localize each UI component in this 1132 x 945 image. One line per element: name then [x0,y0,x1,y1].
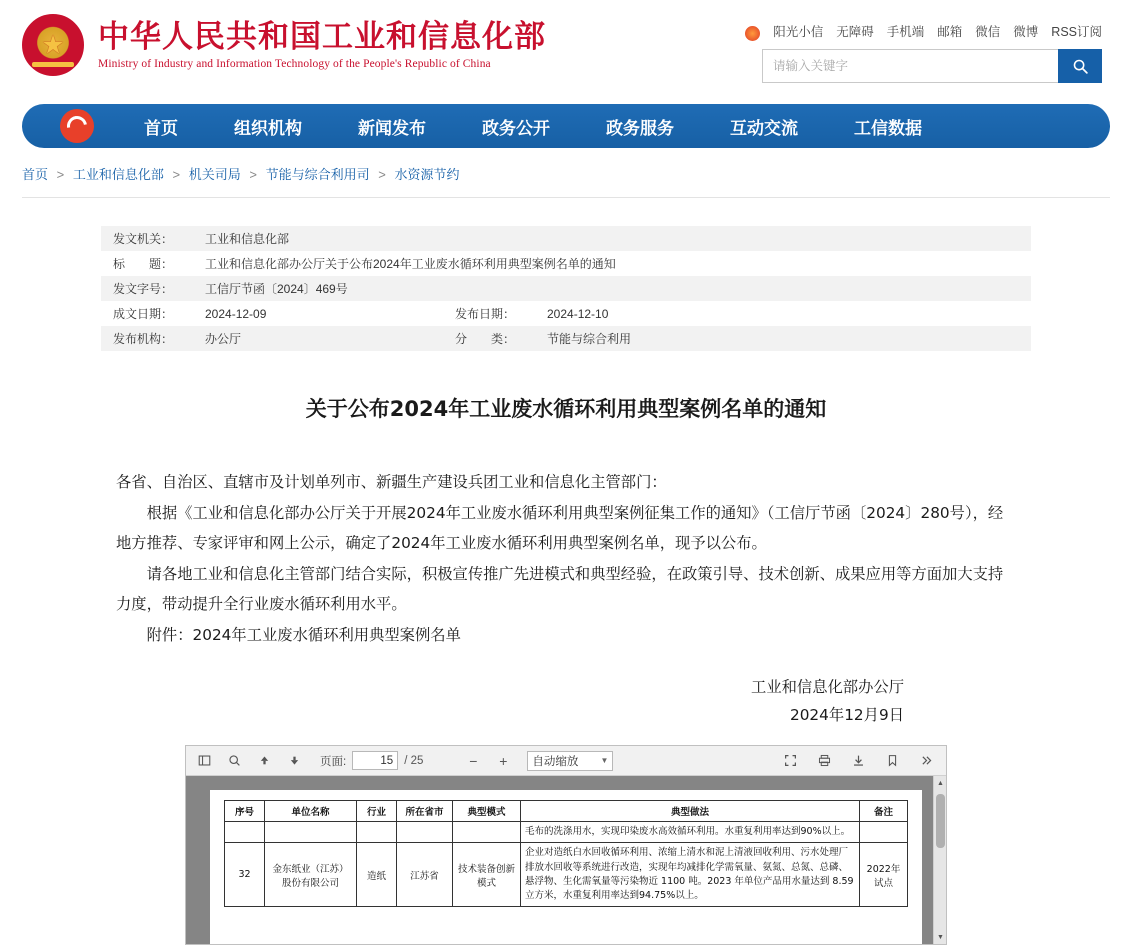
meta-label-title: 标 题： [113,257,174,271]
pdf-toolbar [186,746,946,776]
col-header-industry: 行业 [357,801,397,822]
cell-province [397,822,453,843]
pdf-page-input[interactable] [352,751,398,770]
cell-desc: 毛布的洗涤用水，实现印染废水高效循环利用。水重复利用率达到90%以上。 [521,822,860,843]
meta-row-dates [101,301,1031,326]
document-attachment[interactable]: 附件：2024年工业废水循环利用典型案例名单 [146,625,461,644]
pdf-zoom-select[interactable] [527,751,613,771]
signature-org: 工业和信息化部办公厅 [751,677,904,696]
meta-row-issuer [101,226,1031,251]
nav-item-organization[interactable]: 组织机构 [234,118,302,139]
breadcrumb [22,164,1110,198]
col-header-num: 序号 [225,801,265,822]
table-header-row [225,801,908,822]
top-links [745,22,1102,40]
scroll-up-icon[interactable]: ▲ [937,779,944,787]
nav-item-interaction[interactable]: 互动交流 [730,118,798,139]
meta-value-title: 工业和信息化部办公厅关于公布2024年工业废水循环利用典型案例名单的通知 [205,257,616,271]
page-down-icon[interactable] [282,750,306,772]
meta-value-category: 节能与综合利用 [547,332,632,346]
meta-value-drafted: 2024-12-09 [205,306,267,321]
col-header-note: 备注 [860,801,908,822]
col-header-name: 单位名称 [265,801,357,822]
breadcrumb-separator: > [378,167,386,182]
scroll-down-icon[interactable]: ▼ [937,933,944,941]
brand-text [98,20,546,71]
download-icon[interactable] [846,750,870,772]
header-right [745,14,1102,83]
meta-label-org: 发布机构： [113,332,174,346]
col-header-province: 所在省市 [397,801,453,822]
site-brand[interactable] [22,14,546,76]
document-wrapper [0,226,1132,945]
site-header [0,0,1132,104]
breadcrumb-item-1[interactable]: 工业和信息化部 [72,167,164,182]
breadcrumb-separator: > [56,167,65,182]
cell-mode [453,822,521,843]
nav-items [116,114,1110,139]
meta-label-docnumber: 发文字号： [113,282,174,296]
document-body [116,467,1016,729]
cell-name: 金东纸业（江苏）股份有限公司 [265,843,357,907]
document-signature [116,673,1016,730]
signature-date: 2024年12月9日 [789,705,904,724]
pdf-content-table [224,800,908,907]
cell-province: 江苏省 [397,843,453,907]
meta-row-org [101,326,1031,351]
minus-icon[interactable]: − [463,751,483,771]
pdf-zoom-value: 自动缩放 [532,755,579,768]
pdf-page [210,790,922,944]
meta-value-issuer: 工业和信息化部 [205,232,290,246]
national-emblem-icon [22,14,84,76]
pdf-page-area [186,776,946,944]
meta-value-docnumber: 工信厅节函〔2024〕469号 [205,282,348,296]
nav-item-data[interactable]: 工信数据 [854,118,922,139]
pdf-page-total: / 25 [404,754,424,767]
pdf-viewer [185,745,947,945]
breadcrumb-item-4[interactable]: 水资源节约 [394,167,460,182]
meta-row-title [101,251,1031,276]
pdf-zoom-group [463,751,513,771]
nav-item-home[interactable]: 首页 [144,118,178,139]
toplink-rss[interactable]: RSS订阅 [1051,25,1102,39]
meta-label-drafted: 成文日期： [113,307,174,321]
nav-item-news[interactable]: 新闻发布 [358,118,426,139]
meta-label-category: 分 类： [455,332,516,346]
main-navigation [22,104,1110,148]
cell-name [265,822,357,843]
brand-title-cn: 中华人民共和国工业和信息化部 [98,18,546,55]
bookmark-icon[interactable] [880,750,904,772]
printer-icon[interactable] [812,750,836,772]
col-header-desc: 典型做法 [521,801,860,822]
toplink-mail[interactable]: 邮箱 [937,25,963,39]
breadcrumb-separator: > [249,167,257,182]
document-meta-table [101,226,1031,351]
miit-logo-icon[interactable] [60,109,94,143]
sun-icon [745,26,760,41]
toplink-accessibility[interactable]: 无障碍 [836,25,874,39]
toplink-sunshine[interactable]: 阳光小信 [773,25,824,39]
plus-icon[interactable]: + [493,751,513,771]
document-paragraph-1: 根据《工业和信息化部办公厅关于开展2024年工业废水循环利用典型案例征集工作的通知》（工信厅节函〔2024〕280号），经地方推荐、专家评审和网上公示，确定了2024年工业废水循环利用典型案例名单，现予以公布。 [116,503,1004,553]
cell-desc: 企业对造纸白水回收循环利用、浓缩上清水和泥上清液回收利用、污水处理厂排放水回收等系统进行改造，实现年均减排化学需氧量、氨氮、总氮、总磷、悬浮物、生化需氧量等污染物近 1100 吨。2023 年单位产品用水量达到 8.59 立方米，水重复利用率达到94.75%以上。 [521,843,860,907]
cell-industry [357,822,397,843]
page-up-icon[interactable] [252,750,276,772]
breadcrumb-separator: > [172,167,181,182]
nav-item-government-affairs[interactable]: 政务公开 [482,118,550,139]
search-icon [1072,58,1089,75]
toplink-mobile[interactable]: 手机端 [886,25,925,39]
document-paragraph-2: 请各地工业和信息化主管部门结合实际，积极宣传推广先进模式和典型经验，在政策引导、技术创新、成果应用等方面加大支持力度，带动提升全行业废水循环利用水平。 [116,564,1004,614]
toplink-wechat[interactable]: 微信 [975,25,1001,39]
meta-label-issuer: 发文机关： [113,232,174,246]
search-button[interactable] [1058,49,1102,83]
cell-num: 32 [225,843,265,907]
table-row [225,822,908,843]
toplink-weibo[interactable]: 微博 [1013,25,1039,39]
pdf-toolbar-right [778,750,940,772]
pdf-scrollbar[interactable] [933,776,946,944]
breadcrumb-item-3[interactable]: 节能与综合利用司 [265,167,370,182]
brand-title-en: Ministry of Industry and Information Technology of the People's Republic of China [98,58,491,71]
table-row [225,843,908,907]
col-header-mode: 典型模式 [453,801,521,822]
chevron-down-icon: ▼ [600,756,609,766]
cell-note [860,822,908,843]
breadcrumb-item-2[interactable]: 机关司局 [188,167,241,182]
search-icon[interactable] [222,750,246,772]
fullscreen-icon[interactable] [778,750,802,772]
page-title: 关于公布2024年工业废水循环利用典型案例名单的通知 [305,397,827,421]
sidebar-toggle-icon[interactable] [192,750,216,772]
meta-label-published: 发布日期： [455,307,516,321]
cell-industry: 造纸 [357,843,397,907]
meta-value-published: 2024-12-10 [547,306,609,321]
scrollbar-thumb[interactable] [936,794,945,848]
cell-mode: 技术装备创新模式 [453,843,521,907]
chevron-double-right-icon[interactable] [914,750,938,772]
meta-value-org: 办公厅 [205,332,242,346]
pdf-page-label: 页面: [320,755,347,768]
nav-item-government-services[interactable]: 政务服务 [606,118,674,139]
breadcrumb-item-0[interactable]: 首页 [22,167,49,182]
search-input[interactable] [762,49,1058,83]
search-bar [762,49,1102,83]
cell-num [225,822,265,843]
meta-row-docnumber [101,276,1031,301]
document-salutation: 各省、自治区、直辖市及计划单列市、新疆生产建设兵团工业和信息化主管部门： [116,473,667,491]
cell-note: 2022年试点 [860,843,908,907]
